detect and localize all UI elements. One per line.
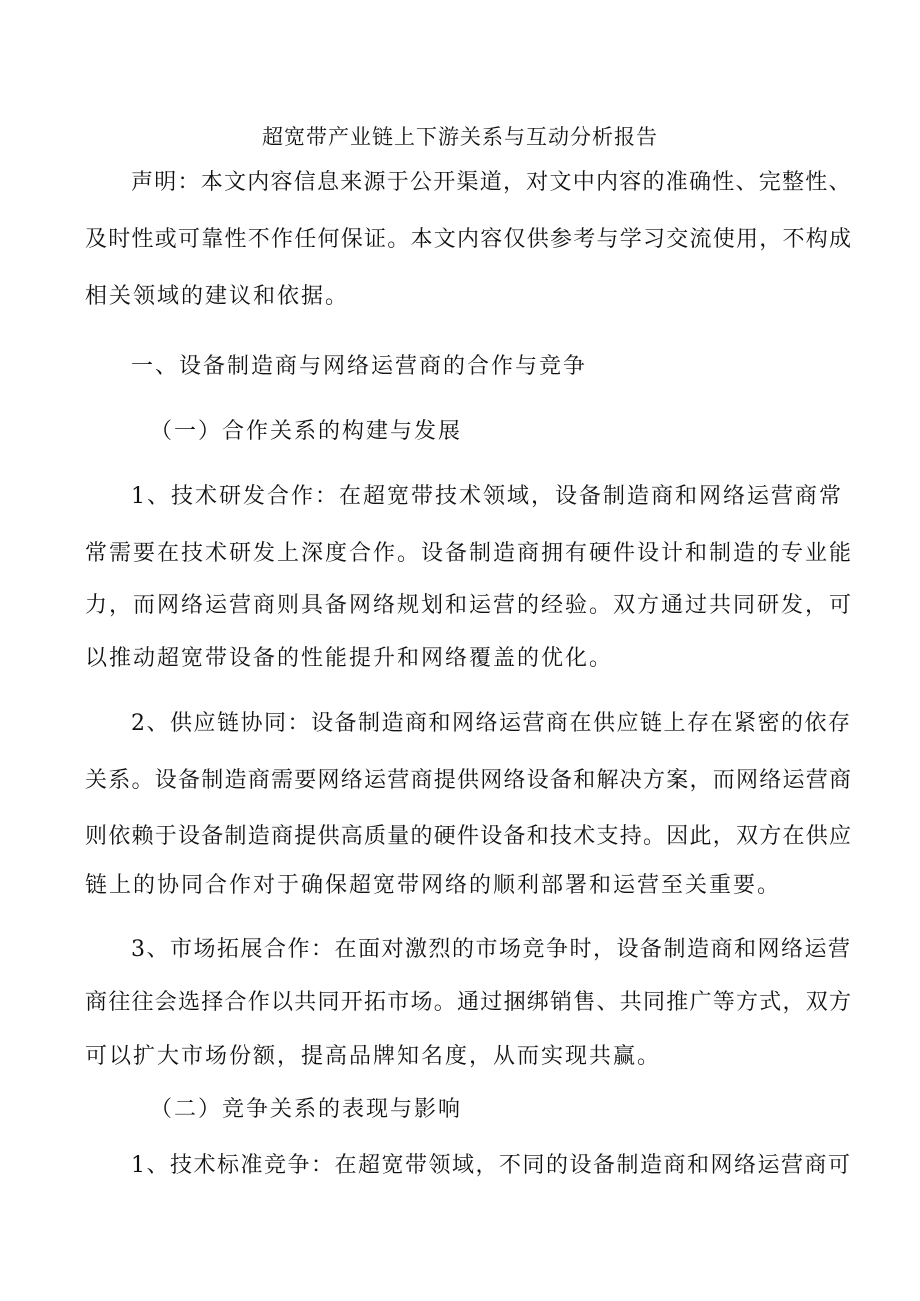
disclaimer-line: 相关领域的建议和依据。: [85, 284, 350, 309]
disclaimer-line: 声明：本文内容信息来源于公开渠道，对文中内容的准确性、完整性、: [131, 170, 852, 195]
section-heading: 一、设备制造商与网络运营商的合作与竞争: [131, 354, 588, 379]
paragraph-line: 1、技术标准竞争：在超宽带领域，不同的设备制造商和网络运营商可: [131, 1153, 852, 1178]
subsection-heading: （一）合作关系的构建与发展: [150, 419, 463, 444]
paragraph-line: 力，而网络运营商则具备网络规划和运营的经验。双方通过共同研发，可: [85, 593, 854, 618]
paragraph-line: 常需要在技术研发上深度合作。设备制造商拥有硬件设计和制造的专业能: [85, 541, 854, 566]
paragraph-line: 关系。设备制造商需要网络运营商提供网络设备和解决方案，而网络运营商: [85, 768, 853, 793]
disclaimer-line: 及时性或可靠性不作任何保证。本文内容仅供参考与学习交流使用，不构成: [85, 227, 853, 252]
paragraph-line: 以推动超宽带设备的性能提升和网络覆盖的优化。: [85, 646, 614, 671]
document-title: 超宽带产业链上下游关系与互动分析报告: [262, 125, 658, 149]
paragraph-line: 可以扩大市场份额，提高品牌知名度，从而实现共赢。: [85, 1044, 662, 1069]
paragraph-line: 则依赖于设备制造商提供高质量的硬件设备和技术支持。因此，双方在供应: [85, 824, 853, 849]
subsection-heading: （二）竞争关系的表现与影响: [150, 1097, 463, 1122]
paragraph-line: 3、市场拓展合作：在面对激烈的市场竞争时，设备制造商和网络运营: [131, 937, 852, 962]
paragraph-line: 链上的协同合作对于确保超宽带网络的顺利部署和运营至关重要。: [85, 873, 782, 898]
paragraph-line: 商往往会选择合作以共同开拓市场。通过捆绑销售、共同推广等方式，双方: [85, 990, 853, 1015]
paragraph-line: 1、技术研发合作：在超宽带技术领域，设备制造商和网络运营商常: [131, 484, 843, 509]
paragraph-line: 2、供应链协同：设备制造商和网络运营商在供应链上存在紧密的依存: [131, 711, 852, 736]
